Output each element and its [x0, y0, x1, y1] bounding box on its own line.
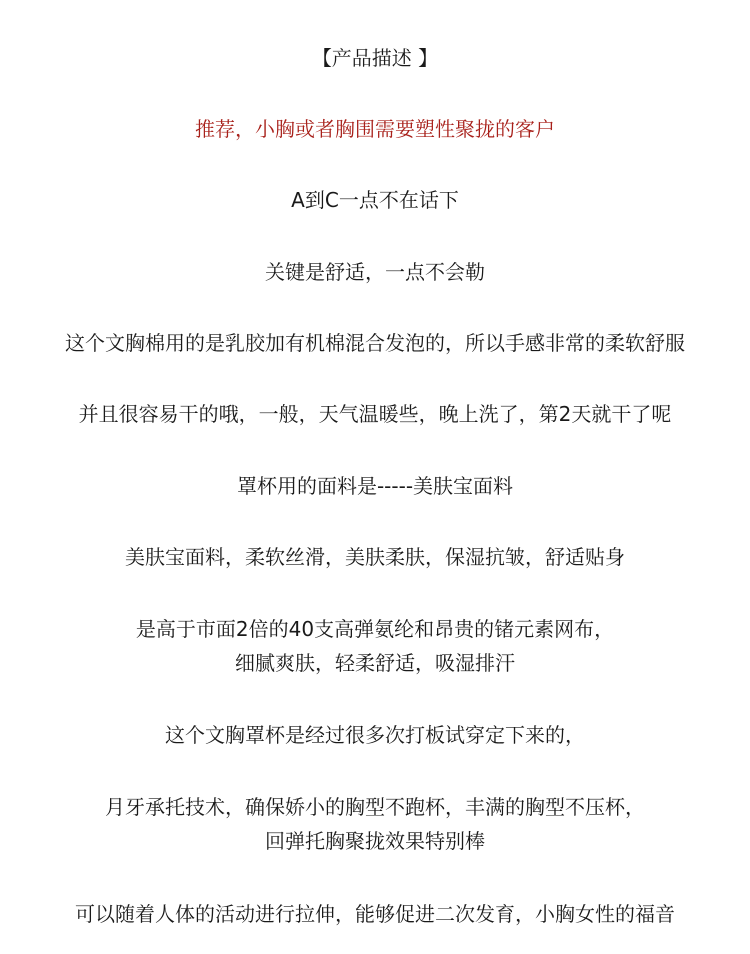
description-line: 这个文胸罩杯是经过很多次打板试穿定下来的， [165, 723, 585, 747]
description-line: 美肤宝面料，柔软丝滑，美肤柔肤，保湿抗皱，舒适贴身 [125, 545, 625, 569]
description-line: A到C一点不在话下 [291, 188, 459, 212]
description-line: 这个文胸棉用的是乳胶加有机棉混合发泡的，所以手感非常的柔软舒服 [65, 331, 685, 355]
description-line: 关键是舒适，一点不会勒 [265, 260, 485, 284]
recommendation-text: 推荐，小胸或者胸围需要塑性聚拢的客户 [195, 117, 555, 141]
section-heading: 【产品描述 】 [311, 46, 439, 70]
description-line: 罩杯用的面料是-----美肤宝面料 [236, 474, 514, 498]
description-line: 月牙承托技术，确保娇小的胸型不跑杯，丰满的胸型不压杯， [105, 795, 645, 819]
description-line: 并且很容易干的哦，一般，天气温暖些，晚上洗了，第2天就干了呢 [78, 402, 672, 426]
description-line: 回弹托胸聚拢效果特别棒 [265, 829, 485, 853]
description-line: 是高于市面2倍的40支高弹氨纶和昂贵的锗元素网布， [135, 617, 615, 641]
description-line: 细腻爽肤，轻柔舒适，吸湿排汗 [235, 651, 515, 675]
description-line: 可以随着人体的活动进行拉伸，能够促进二次发育，小胸女性的福音 [75, 902, 675, 926]
